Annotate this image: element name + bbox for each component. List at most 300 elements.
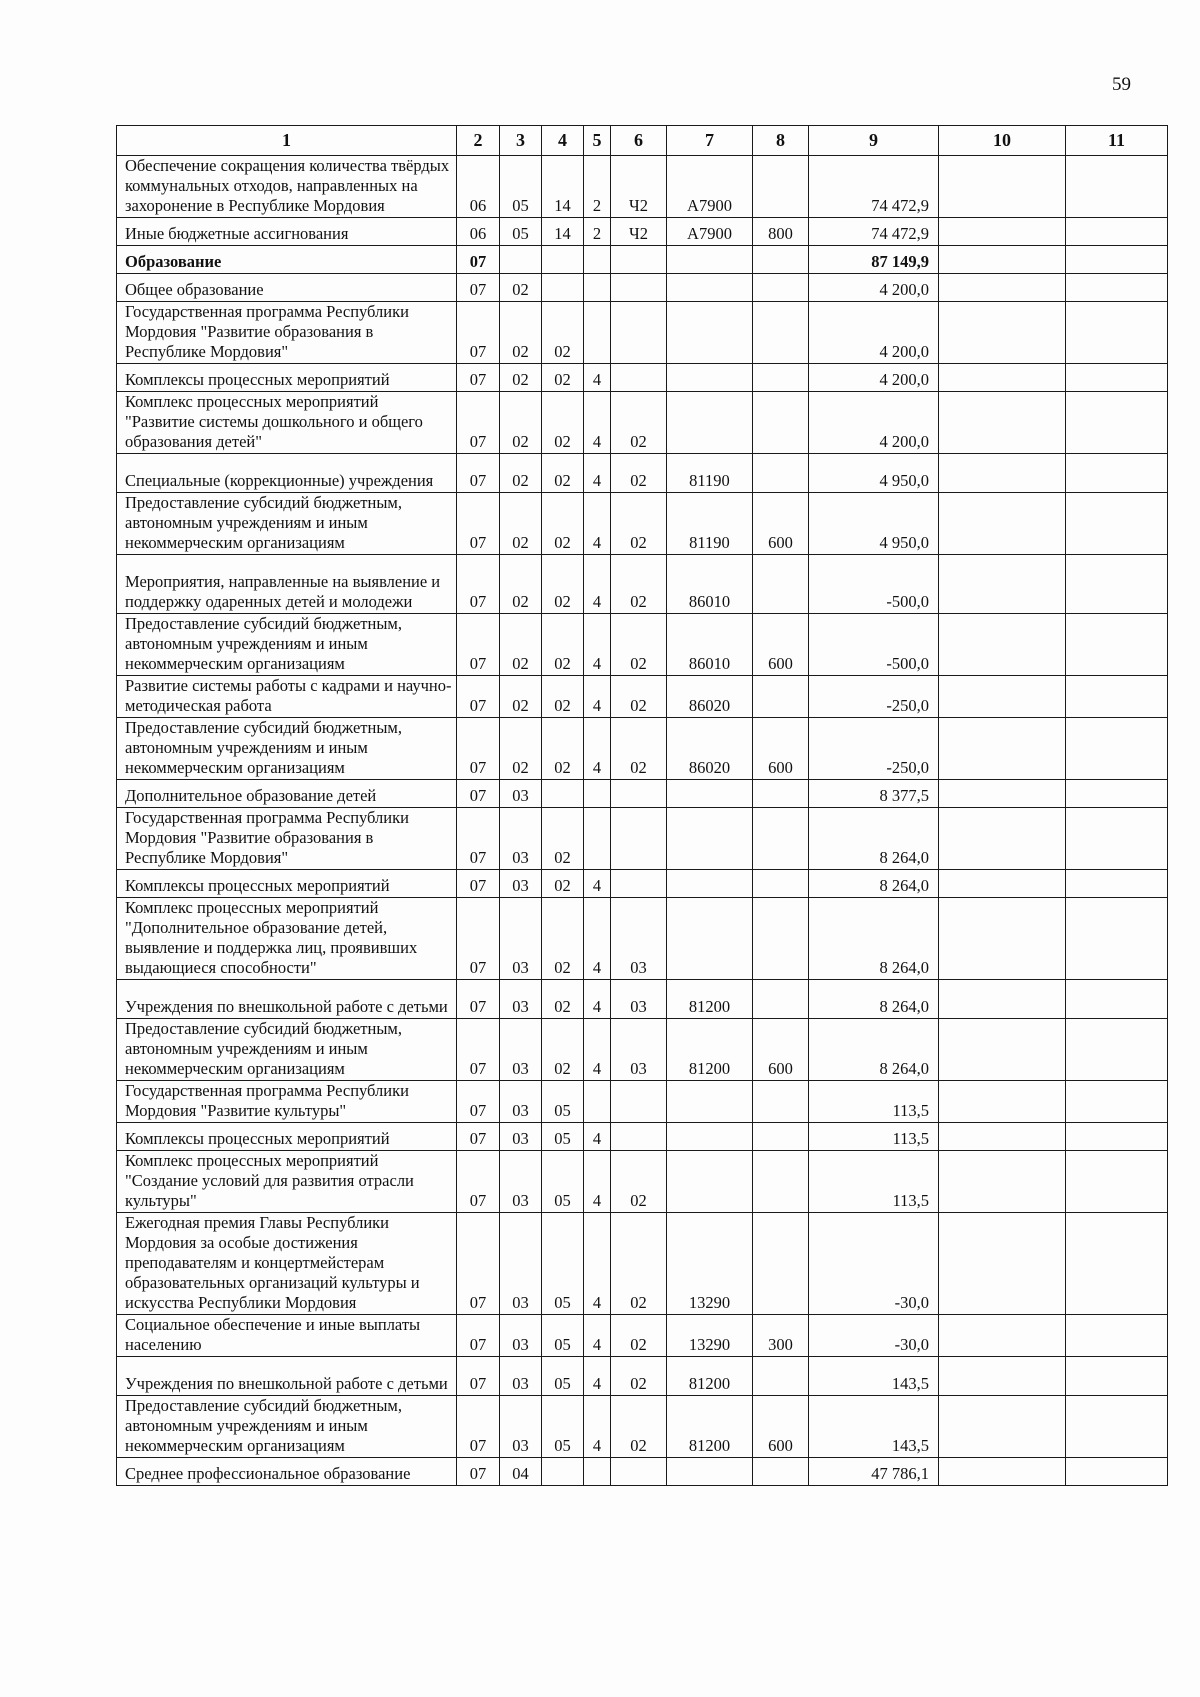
row-name: Учреждения по внешкольной работе с детьми: [117, 1357, 457, 1396]
subsection-code: 03: [500, 1213, 542, 1315]
column-header: 6: [611, 126, 667, 156]
subprogram-code: 4: [584, 1315, 611, 1357]
subprogram-code: 4: [584, 898, 611, 980]
row-name: Государственная программа Республики Мордовия "Развитие образования в Республике Мордовия": [117, 808, 457, 870]
expense-item-code: [667, 1151, 753, 1213]
column-header: 9: [809, 126, 939, 156]
row-name: Комплекс процессных мероприятий "Развитие системы дошкольного и общего образования детей": [117, 392, 457, 454]
col-10: [939, 156, 1066, 218]
col-10: [939, 1357, 1066, 1396]
program-code: 05: [542, 1123, 584, 1151]
column-header: 8: [753, 126, 809, 156]
row-name: Предоставление субсидий бюджетным, автономным учреждениям и иным некоммерческим организациям: [117, 1396, 457, 1458]
subprogram-code: [584, 274, 611, 302]
table-row: [117, 1151, 1168, 1213]
measure-code: 03: [611, 1019, 667, 1081]
section-code: 07: [457, 676, 500, 718]
row-name: Комплекс процессных мероприятий "Создание условий для развития отрасли культуры": [117, 1151, 457, 1213]
expense-item-code: [667, 780, 753, 808]
col-10: [939, 1123, 1066, 1151]
col-11: [1066, 392, 1168, 454]
column-header: 7: [667, 126, 753, 156]
expense-type-code: [753, 274, 809, 302]
subsection-code: 02: [500, 614, 542, 676]
subprogram-code: [584, 780, 611, 808]
row-name: Предоставление субсидий бюджетным, автономным учреждениям и иным некоммерческим организациям: [117, 493, 457, 555]
expense-type-code: [753, 1213, 809, 1315]
amount: 47 786,1: [809, 1458, 939, 1486]
row-name: Ежегодная премия Главы Республики Мордовия за особые достижения преподавателям и концертмейстерам образовательных организаций культуры и искусства Республики Мордовия: [117, 1213, 457, 1315]
col-10: [939, 980, 1066, 1019]
col-11: [1066, 1151, 1168, 1213]
expense-type-code: [753, 980, 809, 1019]
subprogram-code: 4: [584, 454, 611, 493]
table-row: [117, 274, 1168, 302]
table-row: [117, 808, 1168, 870]
expense-item-code: [667, 246, 753, 274]
subprogram-code: 4: [584, 1357, 611, 1396]
expense-type-code: 600: [753, 1396, 809, 1458]
subsection-code: 05: [500, 156, 542, 218]
table-row: [117, 1458, 1168, 1486]
subprogram-code: 4: [584, 614, 611, 676]
row-name: Социальное обеспечение и иные выплаты населению: [117, 1315, 457, 1357]
col-10: [939, 302, 1066, 364]
amount: 4 200,0: [809, 364, 939, 392]
row-name: Комплексы процессных мероприятий: [117, 870, 457, 898]
col-11: [1066, 614, 1168, 676]
col-11: [1066, 493, 1168, 555]
column-header: 5: [584, 126, 611, 156]
col-10: [939, 676, 1066, 718]
amount: 8 264,0: [809, 870, 939, 898]
column-header: 11: [1066, 126, 1168, 156]
row-name: Предоставление субсидий бюджетным, автономным учреждениям и иным некоммерческим организациям: [117, 718, 457, 780]
col-11: [1066, 1458, 1168, 1486]
amount: 113,5: [809, 1151, 939, 1213]
amount: -250,0: [809, 718, 939, 780]
expense-item-code: [667, 274, 753, 302]
col-11: [1066, 246, 1168, 274]
row-name: Образование: [117, 246, 457, 274]
column-header: 3: [500, 126, 542, 156]
section-code: 07: [457, 246, 500, 274]
section-code: 07: [457, 392, 500, 454]
amount: 143,5: [809, 1396, 939, 1458]
table-row: [117, 898, 1168, 980]
section-code: 07: [457, 614, 500, 676]
expense-type-code: 600: [753, 718, 809, 780]
measure-code: 02: [611, 493, 667, 555]
subsection-code: 02: [500, 302, 542, 364]
amount: 8 264,0: [809, 808, 939, 870]
expense-type-code: 300: [753, 1315, 809, 1357]
amount: 4 950,0: [809, 493, 939, 555]
col-11: [1066, 364, 1168, 392]
subprogram-code: 4: [584, 870, 611, 898]
measure-code: 02: [611, 454, 667, 493]
expense-type-code: [753, 780, 809, 808]
subprogram-code: 4: [584, 676, 611, 718]
subsection-code: 03: [500, 1396, 542, 1458]
program-code: [542, 274, 584, 302]
measure-code: 02: [611, 1151, 667, 1213]
expense-item-code: [667, 870, 753, 898]
program-code: 02: [542, 980, 584, 1019]
program-code: 02: [542, 898, 584, 980]
row-name: Комплексы процессных мероприятий: [117, 364, 457, 392]
amount: 8 377,5: [809, 780, 939, 808]
program-code: 05: [542, 1315, 584, 1357]
expense-type-code: 600: [753, 1019, 809, 1081]
row-name: Предоставление субсидий бюджетным, автономным учреждениям и иным некоммерческим организациям: [117, 1019, 457, 1081]
subsection-code: 03: [500, 1123, 542, 1151]
program-code: 02: [542, 808, 584, 870]
col-11: [1066, 898, 1168, 980]
col-10: [939, 1396, 1066, 1458]
row-name: Государственная программа Республики Мордовия "Развитие культуры": [117, 1081, 457, 1123]
col-11: [1066, 1213, 1168, 1315]
col-11: [1066, 1081, 1168, 1123]
amount: -30,0: [809, 1213, 939, 1315]
table-row: [117, 1123, 1168, 1151]
table-row: [117, 1357, 1168, 1396]
table-row: [117, 980, 1168, 1019]
col-11: [1066, 718, 1168, 780]
subsection-code: 03: [500, 980, 542, 1019]
expense-type-code: [753, 1357, 809, 1396]
subprogram-code: 2: [584, 218, 611, 246]
program-code: 02: [542, 1019, 584, 1081]
program-code: 05: [542, 1396, 584, 1458]
col-11: [1066, 555, 1168, 614]
col-11: [1066, 1357, 1168, 1396]
section-code: 07: [457, 808, 500, 870]
col-10: [939, 870, 1066, 898]
budget-table: [116, 125, 1168, 1486]
row-name: Специальные (коррекционные) учреждения: [117, 454, 457, 493]
expense-item-code: 81190: [667, 454, 753, 493]
expense-item-code: [667, 898, 753, 980]
subprogram-code: [584, 302, 611, 364]
amount: 8 264,0: [809, 1019, 939, 1081]
col-11: [1066, 808, 1168, 870]
column-header: 2: [457, 126, 500, 156]
measure-code: [611, 246, 667, 274]
table-row: [117, 392, 1168, 454]
subprogram-code: 4: [584, 1019, 611, 1081]
expense-item-code: 86020: [667, 676, 753, 718]
measure-code: [611, 274, 667, 302]
row-name: Развитие системы работы с кадрами и научно-методическая работа: [117, 676, 457, 718]
col-11: [1066, 454, 1168, 493]
measure-code: [611, 364, 667, 392]
subsection-code: 03: [500, 1151, 542, 1213]
measure-code: 02: [611, 1213, 667, 1315]
amount: 143,5: [809, 1357, 939, 1396]
section-code: 07: [457, 898, 500, 980]
table-row: [117, 246, 1168, 274]
col-10: [939, 1315, 1066, 1357]
measure-code: 02: [611, 614, 667, 676]
expense-type-code: [753, 1151, 809, 1213]
row-name: Комплекс процессных мероприятий "Дополнительное образование детей, выявление и поддержка лиц, проявивших выдающиеся способности": [117, 898, 457, 980]
section-code: 07: [457, 1458, 500, 1486]
col-10: [939, 454, 1066, 493]
amount: 4 200,0: [809, 302, 939, 364]
row-name: Иные бюджетные ассигнования: [117, 218, 457, 246]
col-11: [1066, 274, 1168, 302]
amount: -500,0: [809, 555, 939, 614]
col-11: [1066, 1123, 1168, 1151]
subprogram-code: 4: [584, 392, 611, 454]
measure-code: [611, 1458, 667, 1486]
expense-item-code: 81200: [667, 1396, 753, 1458]
col-11: [1066, 676, 1168, 718]
measure-code: 02: [611, 1315, 667, 1357]
measure-code: Ч2: [611, 218, 667, 246]
subsection-code: 03: [500, 1357, 542, 1396]
amount: 113,5: [809, 1123, 939, 1151]
amount: 8 264,0: [809, 898, 939, 980]
program-code: 05: [542, 1081, 584, 1123]
expense-type-code: [753, 555, 809, 614]
expense-item-code: 13290: [667, 1315, 753, 1357]
subprogram-code: 4: [584, 555, 611, 614]
program-code: 02: [542, 614, 584, 676]
col-10: [939, 1213, 1066, 1315]
expense-type-code: [753, 454, 809, 493]
section-code: 07: [457, 1357, 500, 1396]
subprogram-code: 4: [584, 980, 611, 1019]
section-code: 07: [457, 274, 500, 302]
amount: 87 149,9: [809, 246, 939, 274]
expense-type-code: [753, 808, 809, 870]
expense-type-code: [753, 676, 809, 718]
measure-code: 02: [611, 1357, 667, 1396]
subsection-code: 02: [500, 676, 542, 718]
col-11: [1066, 870, 1168, 898]
subsection-code: 03: [500, 1081, 542, 1123]
col-10: [939, 392, 1066, 454]
measure-code: Ч2: [611, 156, 667, 218]
expense-item-code: 81200: [667, 980, 753, 1019]
section-code: 07: [457, 780, 500, 808]
table-row: [117, 493, 1168, 555]
amount: 74 472,9: [809, 218, 939, 246]
amount: -30,0: [809, 1315, 939, 1357]
subsection-code: [500, 246, 542, 274]
row-name: Дополнительное образование детей: [117, 780, 457, 808]
expense-type-code: [753, 1458, 809, 1486]
subprogram-code: 4: [584, 364, 611, 392]
expense-item-code: 81190: [667, 493, 753, 555]
program-code: 02: [542, 555, 584, 614]
expense-item-code: 81200: [667, 1019, 753, 1081]
col-11: [1066, 980, 1168, 1019]
expense-type-code: [753, 302, 809, 364]
row-name: Учреждения по внешкольной работе с детьми: [117, 980, 457, 1019]
program-code: 02: [542, 364, 584, 392]
section-code: 06: [457, 156, 500, 218]
measure-code: 02: [611, 1396, 667, 1458]
program-code: 05: [542, 1213, 584, 1315]
expense-item-code: [667, 364, 753, 392]
expense-type-code: 600: [753, 614, 809, 676]
expense-item-code: 81200: [667, 1357, 753, 1396]
col-10: [939, 274, 1066, 302]
table-row: [117, 555, 1168, 614]
expense-item-code: [667, 808, 753, 870]
expense-item-code: А7900: [667, 156, 753, 218]
section-code: 07: [457, 1081, 500, 1123]
subsection-code: 03: [500, 808, 542, 870]
subsection-code: 02: [500, 555, 542, 614]
expense-type-code: 600: [753, 493, 809, 555]
row-name: Комплексы процессных мероприятий: [117, 1123, 457, 1151]
section-code: 07: [457, 555, 500, 614]
section-code: 07: [457, 1213, 500, 1315]
table-row: [117, 1315, 1168, 1357]
row-name: Мероприятия, направленные на выявление и поддержку одаренных детей и молодежи: [117, 555, 457, 614]
section-code: 07: [457, 1019, 500, 1081]
expense-type-code: 800: [753, 218, 809, 246]
subsection-code: 02: [500, 364, 542, 392]
col-10: [939, 614, 1066, 676]
table-row: [117, 676, 1168, 718]
subsection-code: 02: [500, 493, 542, 555]
page-number: 59: [1112, 74, 1131, 95]
row-name: Обеспечение сокращения количества твёрдых коммунальных отходов, направленных на захоронение в Республике Мордовия: [117, 156, 457, 218]
measure-code: [611, 302, 667, 364]
program-code: 02: [542, 676, 584, 718]
col-10: [939, 246, 1066, 274]
table-row: [117, 870, 1168, 898]
amount: -500,0: [809, 614, 939, 676]
row-name: Государственная программа Республики Мордовия "Развитие образования в Республике Мордовия": [117, 302, 457, 364]
amount: -250,0: [809, 676, 939, 718]
subprogram-code: 4: [584, 1396, 611, 1458]
subsection-code: 02: [500, 718, 542, 780]
program-code: [542, 780, 584, 808]
row-name: Общее образование: [117, 274, 457, 302]
subprogram-code: 4: [584, 1213, 611, 1315]
table-row: [117, 1081, 1168, 1123]
subsection-code: 03: [500, 780, 542, 808]
program-code: [542, 1458, 584, 1486]
col-10: [939, 898, 1066, 980]
table-row: [117, 1213, 1168, 1315]
table-body: [117, 156, 1168, 1486]
col-10: [939, 1019, 1066, 1081]
col-10: [939, 218, 1066, 246]
expense-item-code: [667, 1458, 753, 1486]
program-code: [542, 246, 584, 274]
table-row: [117, 218, 1168, 246]
expense-item-code: 86020: [667, 718, 753, 780]
expense-type-code: [753, 870, 809, 898]
section-code: 07: [457, 1151, 500, 1213]
col-11: [1066, 1019, 1168, 1081]
program-code: 02: [542, 302, 584, 364]
expense-item-code: [667, 392, 753, 454]
expense-item-code: [667, 302, 753, 364]
section-code: 06: [457, 218, 500, 246]
measure-code: 02: [611, 392, 667, 454]
amount: 4 200,0: [809, 392, 939, 454]
section-code: 07: [457, 364, 500, 392]
col-11: [1066, 1396, 1168, 1458]
table-row: [117, 1396, 1168, 1458]
table-row: [117, 156, 1168, 218]
col-11: [1066, 1315, 1168, 1357]
program-code: 05: [542, 1357, 584, 1396]
section-code: 07: [457, 1123, 500, 1151]
measure-code: [611, 780, 667, 808]
expense-type-code: [753, 156, 809, 218]
subsection-code: 03: [500, 1315, 542, 1357]
subprogram-code: 2: [584, 156, 611, 218]
expense-type-code: [753, 898, 809, 980]
table-row: [117, 780, 1168, 808]
expense-item-code: 13290: [667, 1213, 753, 1315]
row-name: Среднее профессиональное образование: [117, 1458, 457, 1486]
col-10: [939, 364, 1066, 392]
expense-type-code: [753, 1123, 809, 1151]
measure-code: 03: [611, 898, 667, 980]
subsection-code: 03: [500, 898, 542, 980]
measure-code: 02: [611, 676, 667, 718]
section-code: 07: [457, 980, 500, 1019]
expense-type-code: [753, 1081, 809, 1123]
subsection-code: 03: [500, 870, 542, 898]
measure-code: [611, 1081, 667, 1123]
col-10: [939, 493, 1066, 555]
measure-code: [611, 808, 667, 870]
program-code: 02: [542, 870, 584, 898]
measure-code: [611, 870, 667, 898]
section-code: 07: [457, 454, 500, 493]
program-code: 02: [542, 718, 584, 780]
amount: 8 264,0: [809, 980, 939, 1019]
col-10: [939, 808, 1066, 870]
expense-item-code: [667, 1081, 753, 1123]
subprogram-code: 4: [584, 1123, 611, 1151]
subsection-code: 04: [500, 1458, 542, 1486]
header-row: [117, 126, 1168, 156]
col-11: [1066, 302, 1168, 364]
amount: 74 472,9: [809, 156, 939, 218]
column-header: 4: [542, 126, 584, 156]
col-10: [939, 780, 1066, 808]
table-row: [117, 364, 1168, 392]
table-row: [117, 718, 1168, 780]
expense-type-code: [753, 246, 809, 274]
expense-type-code: [753, 364, 809, 392]
section-code: 07: [457, 718, 500, 780]
column-header: 1: [117, 126, 457, 156]
section-code: 07: [457, 1315, 500, 1357]
program-code: 02: [542, 454, 584, 493]
column-header: 10: [939, 126, 1066, 156]
col-11: [1066, 156, 1168, 218]
amount: 4 200,0: [809, 274, 939, 302]
subsection-code: 05: [500, 218, 542, 246]
col-10: [939, 1081, 1066, 1123]
subsection-code: 02: [500, 392, 542, 454]
expense-item-code: 86010: [667, 614, 753, 676]
col-10: [939, 1458, 1066, 1486]
